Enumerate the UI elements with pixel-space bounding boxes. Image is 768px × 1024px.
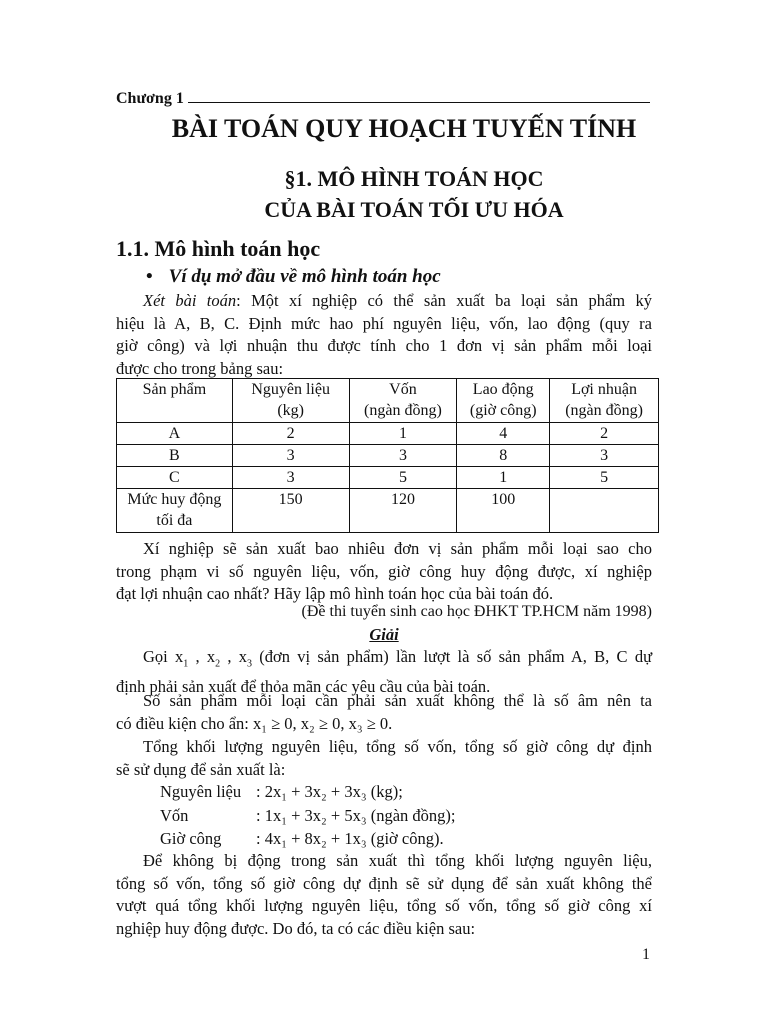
solution-line-4: có điều kiện cho ẩn: x₁ ≥ 0, x₂ ≥ 0, x₃ ≥ 0. [116, 713, 393, 733]
table-row [117, 445, 659, 467]
problem-paragraph [116, 290, 652, 380]
source-citation: (Đề thi tuyển sinh cao học ĐHKT TP.HCM năm 1998) [301, 603, 652, 620]
formula-row [160, 804, 455, 828]
problem-label: Xét bài toán [143, 291, 237, 310]
solution-line-9: vượt quá tổng khối lượng nguyên liệu, tổng số vốn, tổng số giờ công xí [116, 896, 652, 915]
solution-line-7: Để không bị động trong sản xuất thì tổng khối lượng nguyên liệu, [143, 851, 652, 870]
chapter-label: Chương 1 [116, 90, 184, 107]
table-cell: 4 [457, 423, 550, 445]
table-row [117, 423, 659, 445]
formula-label: Vốn [160, 805, 189, 825]
problem-line-4: được cho trong bảng sau: [116, 358, 284, 378]
solution-line-8: tổng số vốn, tổng số giờ công dự định sẽ sử dụng để sản xuất không thể [116, 873, 652, 893]
formula-label: Giờ công [160, 829, 222, 848]
table-cell: C [117, 467, 233, 489]
table-cell: Mức huy động tối đa [117, 489, 233, 533]
table-cell: A [117, 423, 233, 445]
chapter-title: BÀI TOÁN QUY HOẠCH TUYẾN TÍNH [171, 114, 637, 143]
table-cell: 100 [457, 489, 550, 533]
table-header-cell: Sản phẩm [117, 379, 233, 423]
chapter-header [116, 90, 664, 108]
table-cell: 150 [232, 489, 349, 533]
chapter-rule [188, 90, 650, 103]
formula-expression: : 4x₁ + 8x₂ + 1x₃ (giờ công). [256, 829, 444, 848]
bullet-text: Ví dụ mở đầu về mô hình toán học [168, 266, 441, 287]
bullet-heading [146, 266, 441, 288]
table-cell: 1 [457, 467, 550, 489]
solution-line-10: nghiệp huy động được. Do đó, ta có các điều kiện sau: [116, 918, 476, 938]
problem-line-3: giờ công) và lợi nhuận thu được tính cho 1 đơn vị sản phẩm mỗi loại [116, 336, 652, 355]
production-table [116, 378, 659, 533]
table-cell: 3 [232, 467, 349, 489]
solution-line-3: Số sản phẩm mỗi loại cần phải sản xuất không thể là số âm nên ta [143, 691, 652, 710]
formula-expression: : 2x₁ + 3x₂ + 3x₃ (kg); [256, 782, 403, 801]
table-cell: 5 [349, 467, 457, 489]
table-cell: 8 [457, 445, 550, 467]
solution-line-6: sẽ sử dụng để sản xuất là: [116, 759, 286, 779]
table-header-cell: Lợi nhuận (ngàn đồng) [550, 379, 659, 423]
solution-line-1: Gọi $x_1$ , $x_2$ , $x_3$ (đơn vị sản phẩm) lần lượt là số sản phẩm A, B, C dự [143, 647, 653, 670]
formula-expression: : 1x₁ + 3x₂ + 5x₃ (ngàn đồng); [256, 805, 456, 825]
formula-list [160, 780, 455, 851]
question-line-2: trong phạm vi số nguyên liệu, vốn, giờ công huy động được, xí nghiệp [116, 561, 652, 581]
problem-line-1: Xét bài toán: Một xí nghiệp có thể sản xuất ba loại sản phẩm ký [143, 291, 653, 310]
table-header-cell: Nguyên liệu (kg) [232, 379, 349, 423]
solution-line-2: định phải sản xuất để thỏa mãn các yêu cầu của bài toán. [116, 676, 491, 696]
solution-line-5: Tổng khối lượng nguyên liệu, tổng số vốn, tổng số giờ công dự định [143, 737, 652, 756]
table-cell: 2 [232, 423, 349, 445]
page-number: 1 [642, 946, 650, 963]
solution-heading: Giải [369, 625, 399, 644]
subsection-heading: 1.1. Mô hình toán học [116, 236, 321, 261]
formula-row [160, 827, 455, 851]
table-cell: 3 [232, 445, 349, 467]
problem-line-2: hiệu là A, B, C. Định mức hao phí nguyên liệu, vốn, lao động (quy ra [116, 313, 652, 333]
table-cell: 2 [550, 423, 659, 445]
question-paragraph [116, 538, 652, 606]
table-row [117, 467, 659, 489]
solution-paragraph-2 [116, 690, 652, 735]
section-title-line1: §1. MÔ HÌNH TOÁN HỌC [284, 166, 544, 191]
table-cell: B [117, 445, 233, 467]
formula-row [160, 780, 455, 804]
table-cell [550, 489, 659, 533]
question-line-1: Xí nghiệp sẽ sản xuất bao nhiêu đơn vị sản phẩm mỗi loại sao cho [143, 539, 652, 558]
table-row [117, 489, 659, 533]
question-line-3: đạt lợi nhuận cao nhất? Hãy lập mô hình toán học của bài toán đó. [116, 584, 554, 603]
solution-paragraph-3 [116, 736, 652, 781]
table-cell: 3 [349, 445, 457, 467]
solution-paragraph-4 [116, 850, 652, 940]
table-header-cell: Lao động (giờ công) [457, 379, 550, 423]
table-header-cell: Vốn (ngàn đồng) [349, 379, 457, 423]
bullet-dot-icon: • [146, 266, 153, 287]
table-cell: 3 [550, 445, 659, 467]
table-cell: 120 [349, 489, 457, 533]
table-cell: 5 [550, 467, 659, 489]
table-cell: 1 [349, 423, 457, 445]
formula-label: Nguyên liệu [160, 782, 242, 801]
table-header-row [117, 379, 659, 423]
section-title-line2: CỦA BÀI TOÁN TỐI ƯU HÓA [264, 197, 564, 222]
